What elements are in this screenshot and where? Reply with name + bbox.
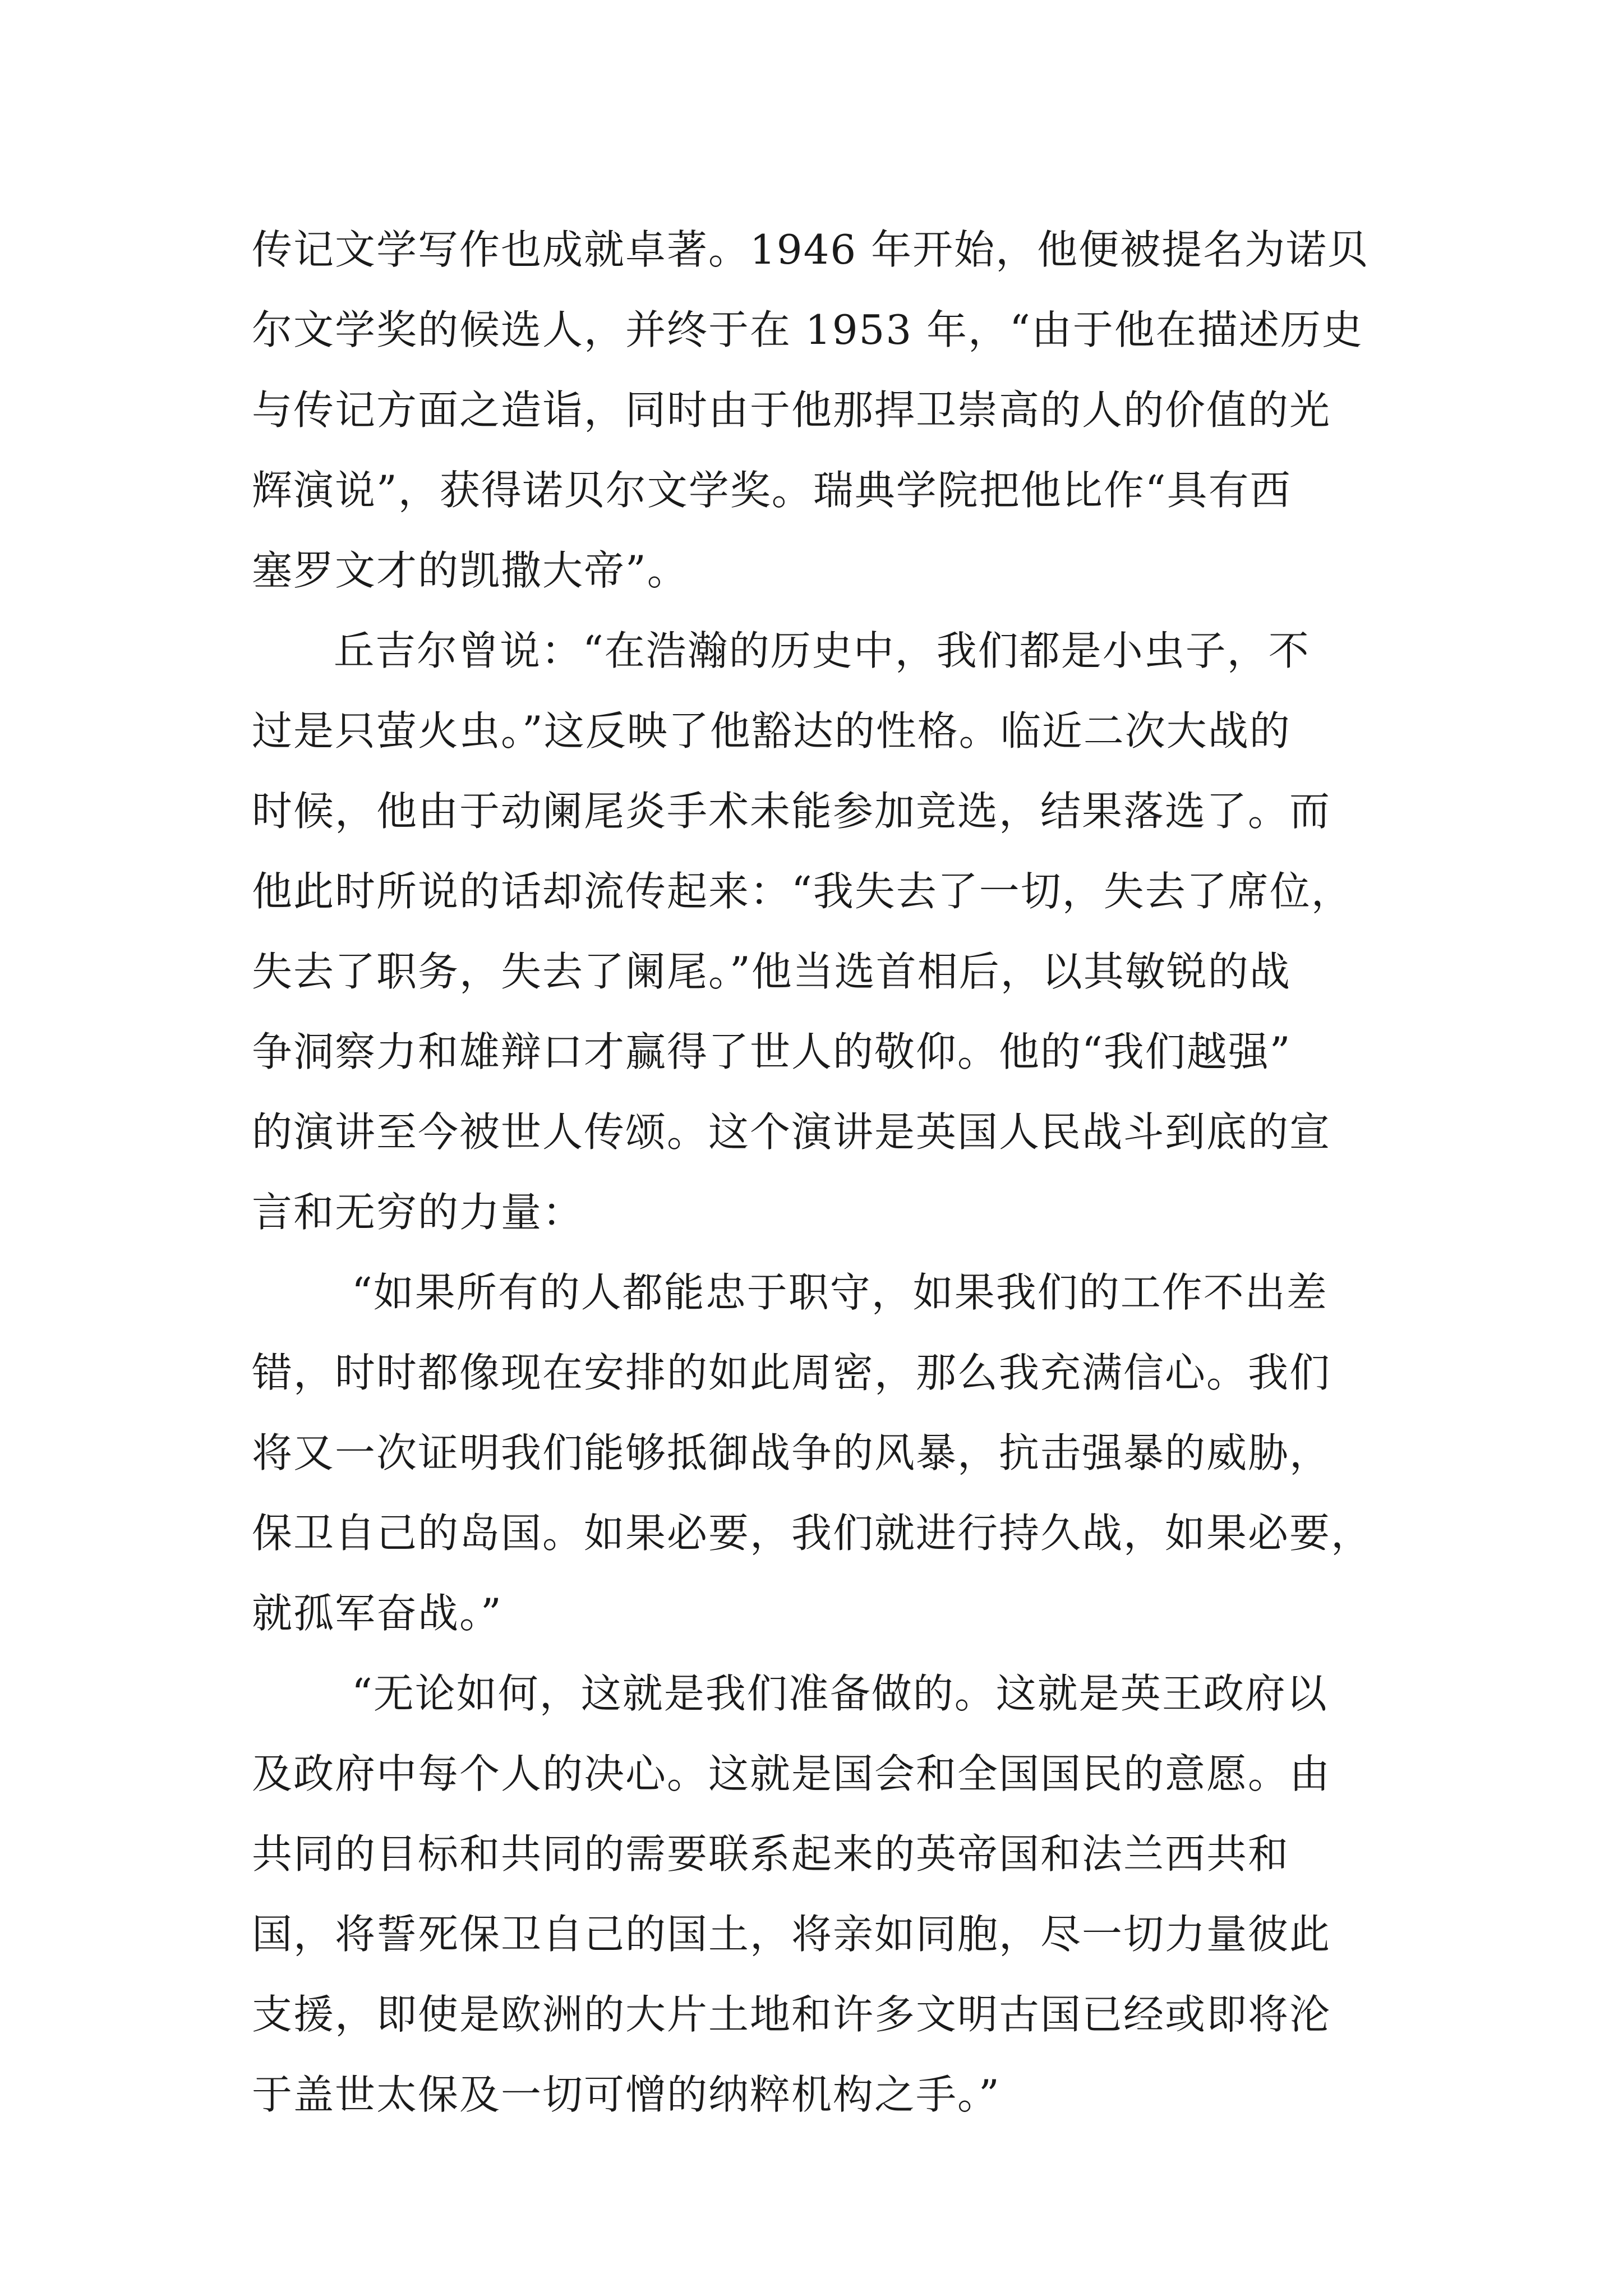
text-line: 失去了职务，失去了阑尾。”他当选首相后，以其敏锐的战 <box>252 948 1291 995</box>
paragraph-1 <box>252 210 1371 611</box>
text-line: 将又一次证明我们能够抵御战争的风暴，抗击强暴的威胁， <box>252 1429 1331 1476</box>
text-line: 言和无穷的力量： <box>252 1189 584 1236</box>
text-line: 就孤军奋战。” <box>252 1590 502 1637</box>
text-line: 时候，他由于动阑尾炎手术未能参加竞选，结果落选了。而 <box>252 788 1331 835</box>
text-line: 尔文学奖的候选人，并终于在 1953 年，“由于他在描述历史 <box>252 306 1363 353</box>
text-line: 丘吉尔曾说：“在浩瀚的历史中，我们都是小虫子，不 <box>334 627 1310 674</box>
text-line: 塞罗文才的凯撒大帝”。 <box>252 547 689 594</box>
text-line: “如果所有的人都能忠于职守，如果我们的工作不出差 <box>352 1269 1328 1316</box>
paragraph-2 <box>252 611 1371 1253</box>
body-text <box>252 210 1371 2135</box>
text-line: 过是只萤火虫。”这反映了他豁达的性格。临近二次大战的 <box>252 707 1291 754</box>
text-line: 争洞察力和雄辩口才赢得了世人的敬仰。他的“我们越强” <box>252 1028 1292 1075</box>
text-line: 支援，即使是欧洲的大片土地和许多文明古国已经或即将沦 <box>252 1991 1331 2038</box>
quote-paragraph-2 <box>252 1654 1371 2135</box>
text-line: 他此时所说的话却流传起来：“我失去了一切，失去了席位， <box>252 868 1353 915</box>
text-line: 与传记方面之造诣，同时由于他那捍卫崇高的人的价值的光 <box>252 386 1331 434</box>
text-line: 传记文学写作也成就卓著。1946 年开始，他便被提名为诺贝 <box>252 226 1370 273</box>
text-line: 辉演说”，获得诺贝尔文学奖。瑞典学院把他比作“具有西 <box>252 467 1292 514</box>
text-line: 的演讲至今被世人传颂。这个演讲是英国人民战斗到底的宣 <box>252 1108 1331 1156</box>
quote-paragraph-1 <box>252 1253 1371 1654</box>
text-line: 及政府中每个人的决心。这就是国会和全国国民的意愿。由 <box>252 1750 1331 1797</box>
text-line: 于盖世太保及一切可憎的纳粹机构之手。” <box>252 2071 1000 2118</box>
text-line: 国，将誓死保卫自己的国土，将亲如同胞，尽一切力量彼此 <box>252 1911 1331 1958</box>
text-line: “无论如何，这就是我们准备做的。这就是英王政府以 <box>352 1670 1328 1717</box>
text-line: 保卫自己的岛国。如果必要，我们就进行持久战，如果必要， <box>252 1510 1373 1557</box>
text-line: 共同的目标和共同的需要联系起来的英帝国和法兰西共和 <box>252 1830 1290 1878</box>
text-line: 错，时时都像现在安排的如此周密，那么我充满信心。我们 <box>252 1349 1331 1396</box>
